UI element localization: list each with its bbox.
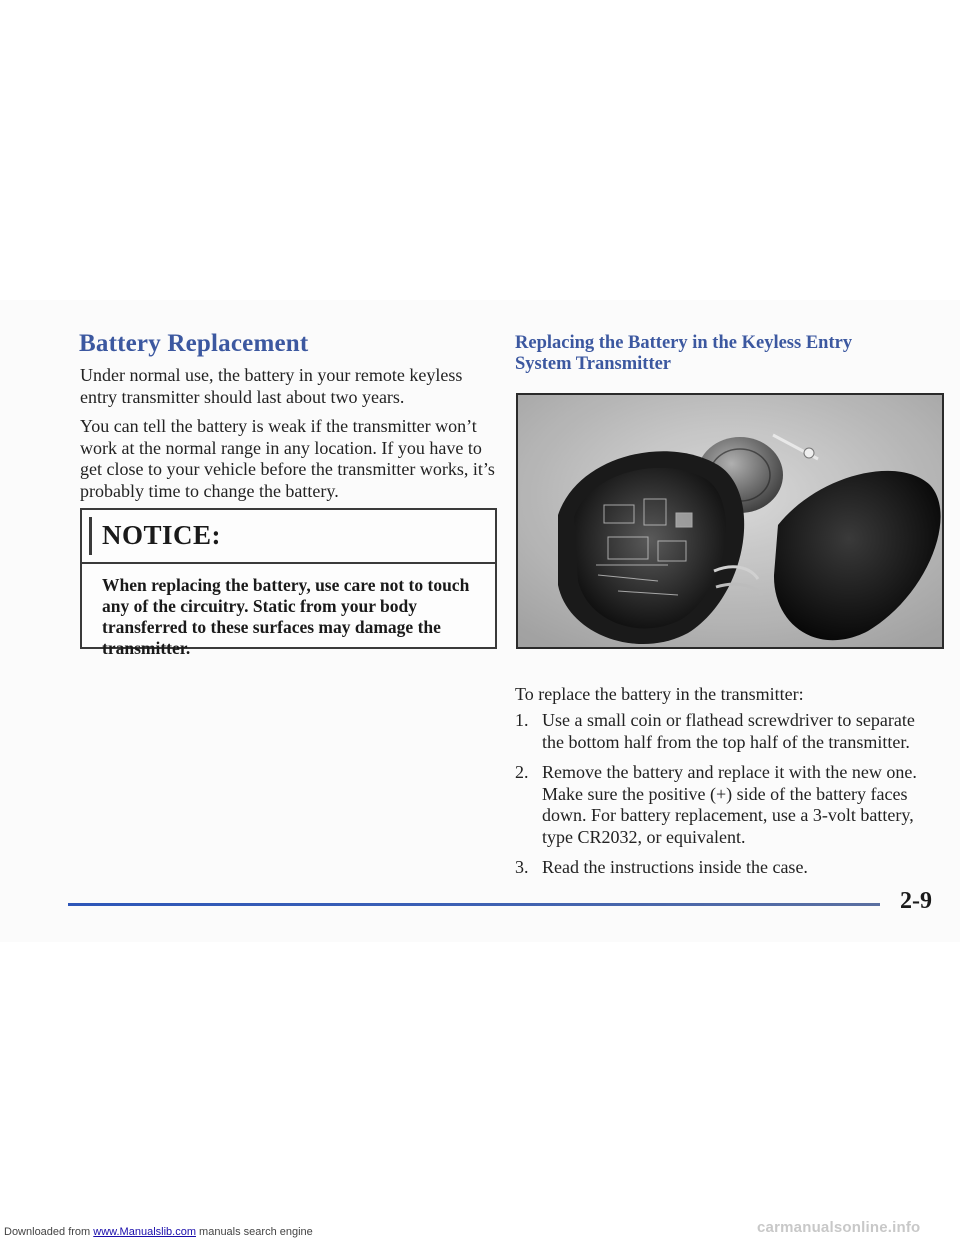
transmitter-illustration <box>518 395 942 647</box>
footer-rule <box>68 903 880 906</box>
transmitter-photo <box>516 393 944 649</box>
notice-header <box>82 510 495 564</box>
subsection-heading: Replacing the Battery in the Keyless Entry System Transmitter <box>515 333 853 374</box>
footer-suffix: manuals search engine <box>195 1226 313 1238</box>
step-text: Use a small coin or flathead screwdriver to separate the bottom half from the top half of the transmitter. <box>542 710 915 752</box>
step-text: Read the instructions inside the case. <box>542 857 808 877</box>
list-item <box>515 857 940 879</box>
steps-intro: To replace the battery in the transmitter: <box>515 684 804 704</box>
notice-box <box>80 508 497 658</box>
intro-paragraph: Under normal use, the battery in your remote keyless entry transmitter should last about two years. <box>80 365 463 407</box>
steps-list <box>515 710 940 888</box>
page-number: 2-9 <box>900 888 932 914</box>
list-item <box>515 762 940 848</box>
watermark: carmanualsonline.info <box>757 1219 921 1236</box>
notice-title: NOTICE: <box>102 520 222 550</box>
section-heading: Battery Replacement <box>79 330 309 357</box>
footer-prefix: Downloaded from <box>4 1226 94 1238</box>
step-text: Remove the battery and replace it with the new one. Make sure the positive (+) side of the battery faces down. For battery replacement, use a 3-volt battery, type CR2032, or equivalent. <box>542 762 917 847</box>
step-number: 2. <box>515 762 529 782</box>
download-footer <box>4 1226 313 1238</box>
notice-text: When replacing the battery, use care not to touch any of the circuitry. Static from your body transferred to these surfaces may damage the transmitter. <box>102 575 470 658</box>
manualslib-link[interactable]: www.Manualslib.com <box>93 1226 196 1238</box>
weak-battery-paragraph: You can tell the battery is weak if the transmitter won’t work at the normal range in any location. If you have to get close to your vehicle before the transmitter works, it’s probably time to change the battery. <box>80 416 495 501</box>
notice-bar <box>89 517 92 555</box>
step-number: 3. <box>515 857 529 877</box>
step-number: 1. <box>515 710 529 730</box>
list-item <box>515 710 940 753</box>
